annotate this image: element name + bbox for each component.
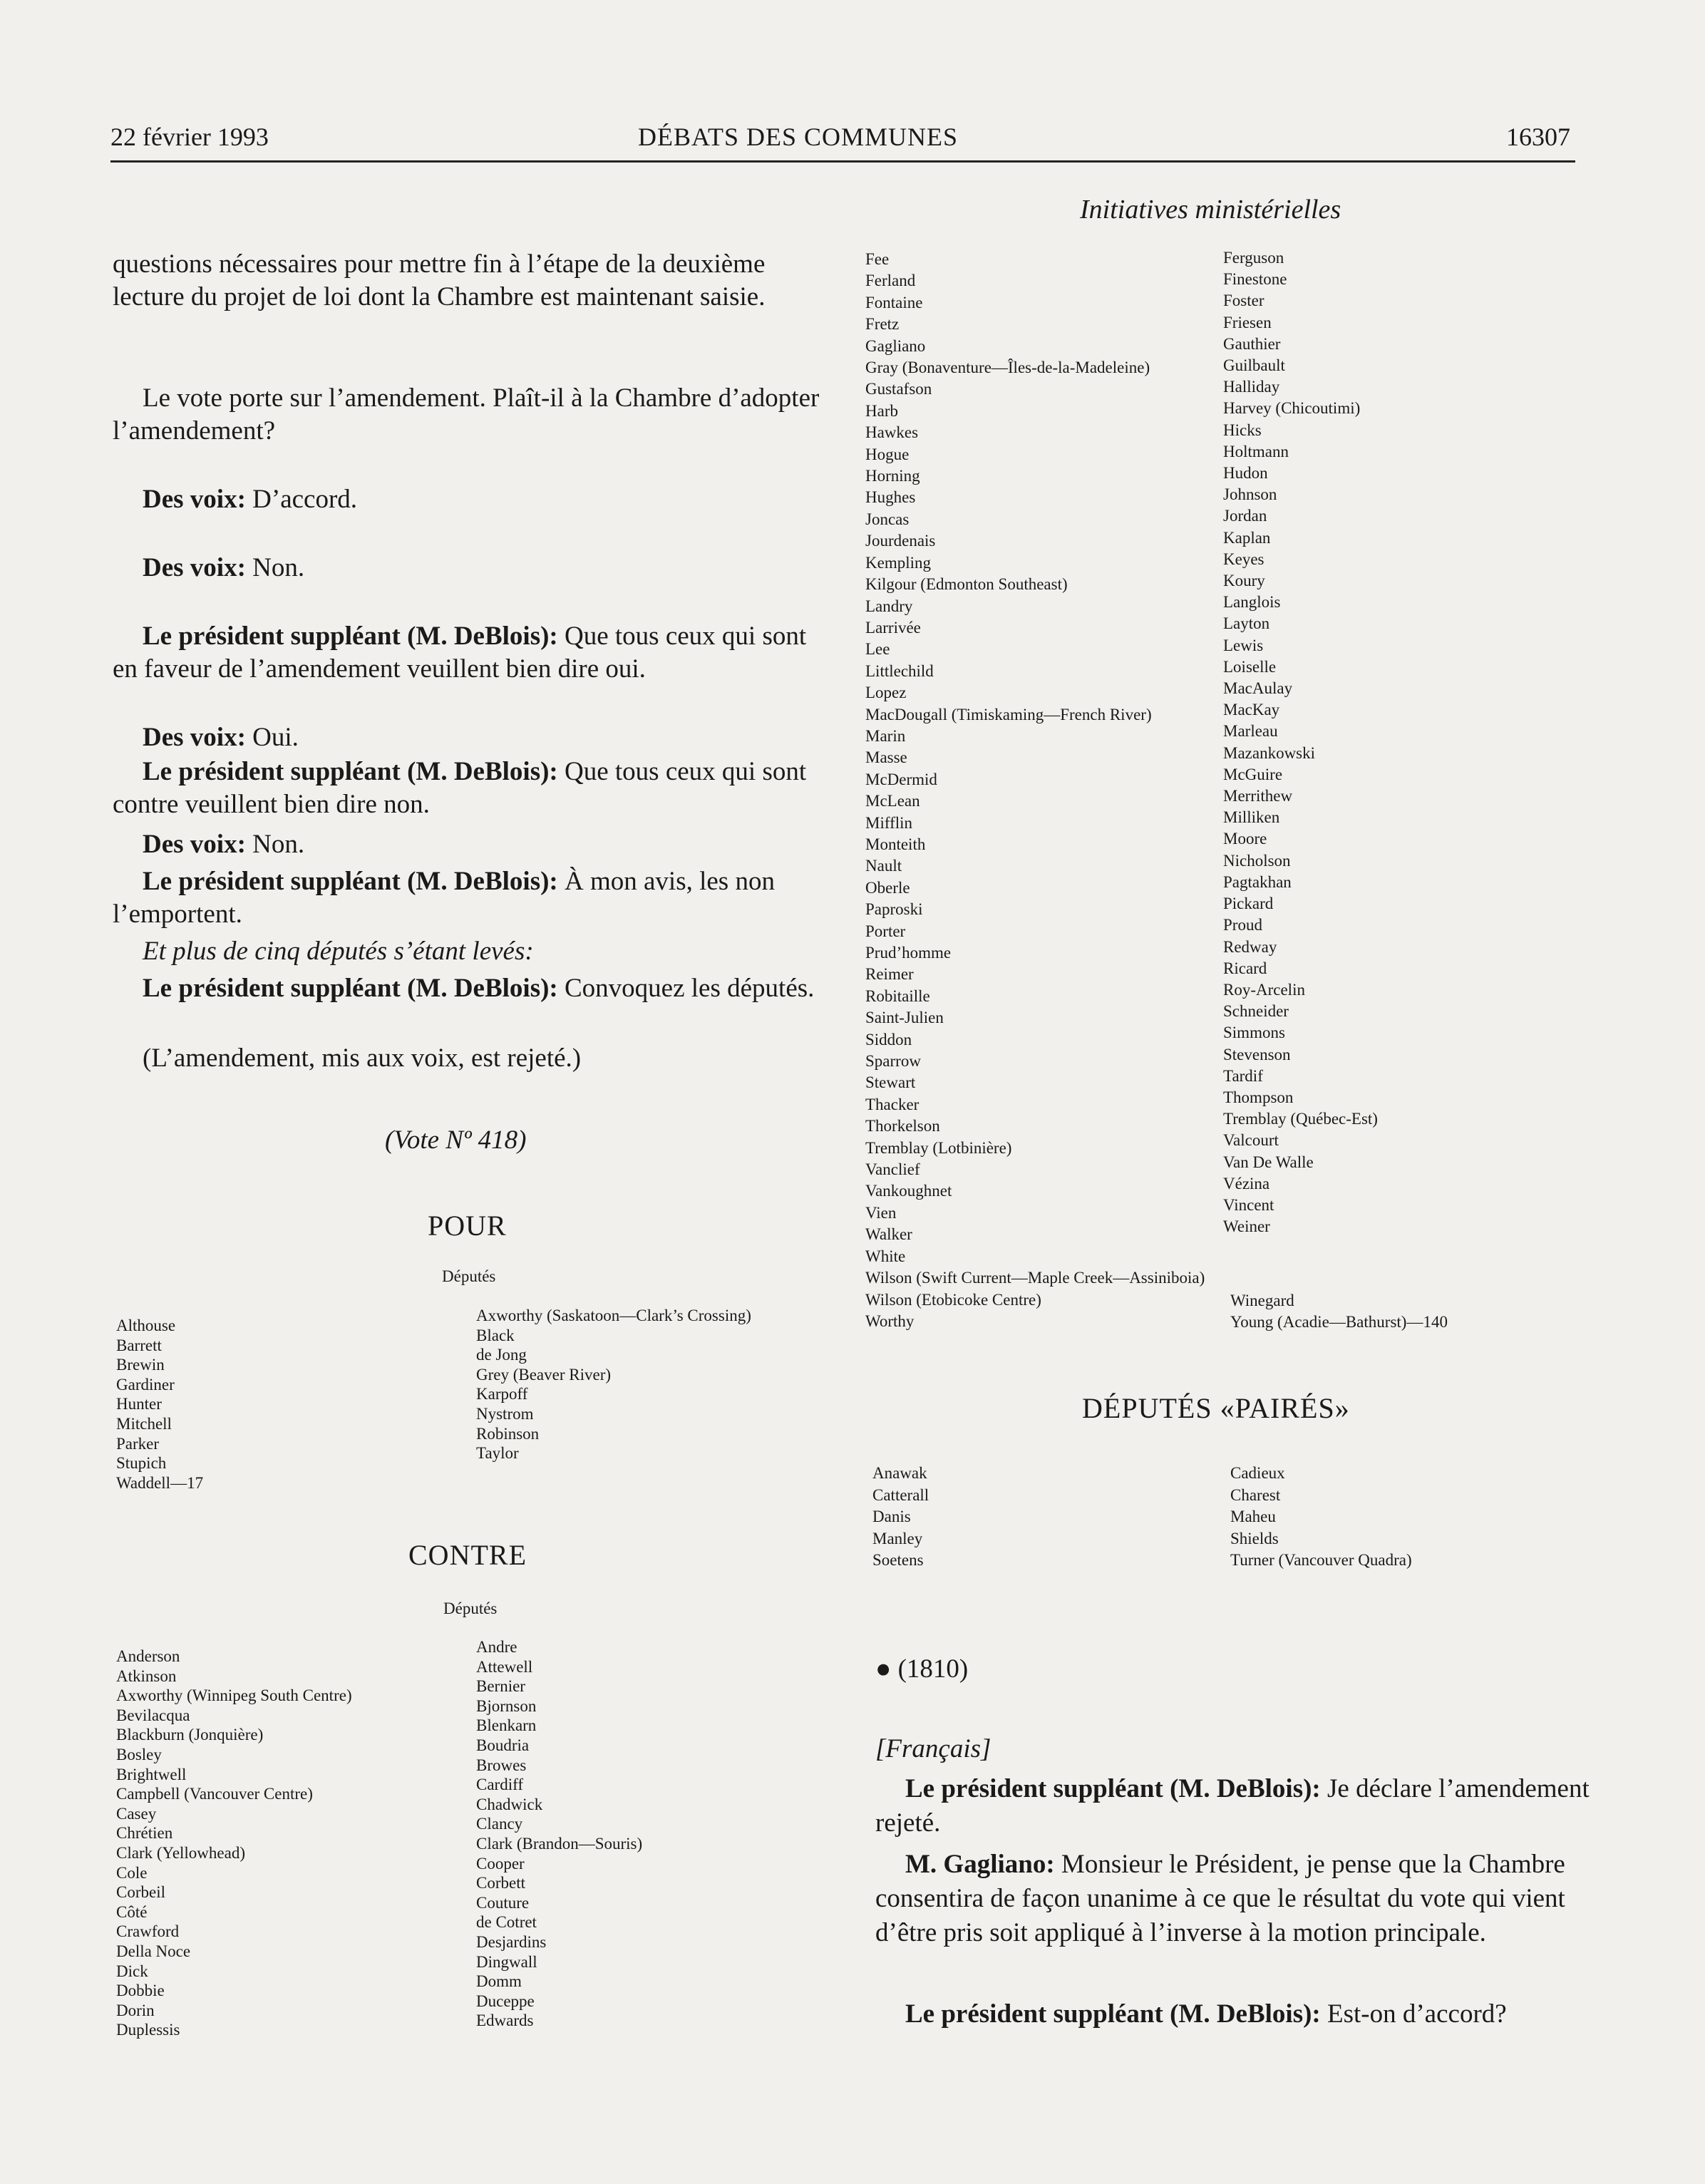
member-name: Hughes bbox=[865, 488, 916, 507]
member-name: Prud’homme bbox=[865, 944, 952, 962]
contre-list-2 bbox=[476, 1637, 642, 2031]
member-name: de Cotret bbox=[476, 1913, 537, 1932]
member-name: Corbeil bbox=[116, 1883, 165, 1902]
member-name: Tremblay (Québec-Est) bbox=[1223, 1110, 1378, 1128]
member-name: Littlechild bbox=[865, 661, 934, 680]
contre-continued-list-2 bbox=[1223, 247, 1378, 1237]
speech: À mon avis, les non l’emportent. bbox=[113, 867, 775, 929]
member-name: Gagliano bbox=[865, 336, 926, 355]
member-name: Casey bbox=[116, 1804, 157, 1823]
member-name: Fretz bbox=[865, 315, 900, 334]
member-name: Kaplan bbox=[1223, 528, 1271, 547]
member-name: MacKay bbox=[1223, 701, 1280, 719]
member-name: Blackburn (Jonquière) bbox=[116, 1726, 264, 1744]
member-name: Ferguson bbox=[1223, 249, 1284, 267]
member-name: Attewell bbox=[476, 1657, 533, 1676]
member-name: Finestone bbox=[1223, 270, 1287, 289]
right-paragraph-3 bbox=[875, 1997, 1597, 2031]
paragraph-3 bbox=[113, 483, 834, 516]
member-name: Catterall bbox=[872, 1485, 929, 1504]
member-name: Johnson bbox=[1223, 485, 1277, 504]
member-name: Clancy bbox=[476, 1815, 523, 1833]
member-name: Redway bbox=[1223, 937, 1277, 956]
member-name: Ricard bbox=[1223, 959, 1267, 977]
member-name: White bbox=[865, 1247, 906, 1265]
member-name: Hudon bbox=[1223, 464, 1268, 483]
paragraph-10: Et plus de cinq députés s’étant levés: bbox=[143, 937, 534, 966]
member-name: Duplessis bbox=[116, 2021, 180, 2039]
member-name: Black bbox=[476, 1326, 515, 1344]
member-name: Clark (Brandon—Souris) bbox=[476, 1834, 643, 1853]
member-name: Tremblay (Lotbinière) bbox=[865, 1138, 1012, 1157]
member-name: Gray (Bonaventure—Îles-de-la-Madeleine) bbox=[865, 359, 1150, 377]
member-name: Lewis bbox=[1223, 636, 1264, 654]
member-name: Paproski bbox=[865, 900, 923, 919]
paragraph-2: Le vote porte sur l’amendement. Plaît-il à la Chambre d’adopter l’amendement? bbox=[113, 383, 820, 445]
member-name: Boudria bbox=[476, 1736, 530, 1754]
member-name: Harvey (Chicoutimi) bbox=[1223, 399, 1361, 418]
paragraph-8 bbox=[113, 828, 834, 861]
member-name: Jordan bbox=[1223, 507, 1267, 525]
member-name: Dick bbox=[116, 1962, 148, 1980]
member-name: Moore bbox=[1223, 830, 1267, 848]
member-name: Gauthier bbox=[1223, 334, 1281, 353]
speech: Que tous ceux qui sont contre veuillent bien dire non. bbox=[113, 757, 807, 819]
header-rule bbox=[110, 160, 1575, 163]
member-name: de Jong bbox=[476, 1346, 527, 1364]
right-paragraph-1 bbox=[875, 1772, 1597, 1840]
member-name: Della Noce bbox=[116, 1942, 191, 1960]
member-name: Halliday bbox=[1223, 378, 1280, 396]
speaker: M. Gagliano: bbox=[905, 1850, 1055, 1879]
member-name: Shields bbox=[1230, 1529, 1279, 1547]
member-name: Hicks bbox=[1223, 421, 1262, 439]
member-name: Loiselle bbox=[1223, 657, 1277, 676]
speaker: Des voix: bbox=[143, 553, 246, 582]
member-name: Fontaine bbox=[865, 293, 923, 311]
member-name: Brightwell bbox=[116, 1765, 187, 1783]
speech: Est-on d’accord? bbox=[1320, 1999, 1507, 2029]
member-name: Cooper bbox=[476, 1854, 525, 1873]
member-name: Nicholson bbox=[1223, 851, 1291, 870]
member-name: Campbell (Vancouver Centre) bbox=[116, 1785, 313, 1803]
paired-list-2 bbox=[1230, 1463, 1412, 1572]
member-name: Horning bbox=[865, 467, 920, 485]
member-name: Proud bbox=[1223, 916, 1262, 934]
member-name: Marleau bbox=[1223, 722, 1278, 741]
member-name: Pickard bbox=[1223, 895, 1274, 913]
member-name: Stupich bbox=[116, 1454, 167, 1473]
member-name: Keyes bbox=[1223, 550, 1264, 568]
paragraph-9 bbox=[113, 865, 834, 931]
page-number: 16307 bbox=[1506, 123, 1570, 151]
paragraph-12: (L’amendement, mis aux voix, est rejeté.) bbox=[143, 1044, 582, 1073]
vote-number: (Vote Nº 418) bbox=[385, 1126, 527, 1155]
member-name: Sparrow bbox=[865, 1052, 921, 1071]
member-name: Siddon bbox=[865, 1030, 912, 1049]
member-name: Gustafson bbox=[865, 380, 932, 398]
member-name: Crawford bbox=[116, 1922, 180, 1941]
member-name: Simmons bbox=[1223, 1024, 1285, 1042]
member-name: Chrétien bbox=[116, 1824, 173, 1843]
member-name: Duceppe bbox=[476, 1992, 535, 2010]
member-name: Vien bbox=[865, 1203, 897, 1222]
member-name: Young (Acadie—Bathurst)—140 bbox=[1230, 1313, 1448, 1331]
member-name: Dorin bbox=[116, 2001, 155, 2019]
speaker: Le président suppléant (M. DeBlois): bbox=[905, 1774, 1321, 1803]
contre-continued-list-2-tail bbox=[1230, 1290, 1448, 1334]
member-name: Couture bbox=[476, 1893, 530, 1912]
member-name: Corbett bbox=[476, 1874, 525, 1892]
speaker: Le président suppléant (M. DeBlois): bbox=[143, 622, 558, 651]
member-name: Cole bbox=[116, 1863, 148, 1882]
member-name: Wilson (Swift Current—Maple Creek—Assiniboia) bbox=[865, 1269, 1205, 1287]
member-name: MacAulay bbox=[1223, 679, 1293, 698]
member-name: Thacker bbox=[865, 1095, 920, 1113]
member-name: Charest bbox=[1230, 1485, 1281, 1504]
member-name: Stevenson bbox=[1223, 1045, 1291, 1063]
member-name: Cadieux bbox=[1230, 1464, 1285, 1482]
member-name: Weiner bbox=[1223, 1217, 1270, 1236]
member-name: Taylor bbox=[476, 1444, 519, 1463]
member-name: Atkinson bbox=[116, 1667, 177, 1685]
member-name: Langlois bbox=[1223, 593, 1281, 612]
contre-heading: CONTRE bbox=[408, 1539, 527, 1571]
member-name: Layton bbox=[1223, 614, 1270, 633]
member-name: Foster bbox=[1223, 292, 1264, 310]
contre-subheading: Députés bbox=[443, 1600, 498, 1617]
member-name: Bevilacqua bbox=[116, 1706, 190, 1724]
member-name: Nystrom bbox=[476, 1404, 534, 1423]
member-name: Clark (Yellowhead) bbox=[116, 1843, 245, 1862]
member-name: Karpoff bbox=[476, 1385, 528, 1403]
member-name: Axworthy (Winnipeg South Centre) bbox=[116, 1686, 352, 1705]
member-name: Hawkes bbox=[865, 423, 919, 442]
member-name: Joncas bbox=[865, 510, 910, 528]
member-name: Robinson bbox=[476, 1424, 540, 1443]
member-name: MacDougall (Timiskaming—French River) bbox=[865, 705, 1152, 723]
member-name: Côté bbox=[116, 1902, 148, 1921]
member-name: Milliken bbox=[1223, 808, 1280, 827]
speech: D’accord. bbox=[245, 485, 358, 514]
member-name: Blenkarn bbox=[476, 1716, 537, 1735]
paragraph-1: questions nécessaires pour mettre fin à l’étape de la deuxième lecture du projet de loi dont la Chambre est maintenant saisie. bbox=[113, 249, 766, 311]
time-marker: ● (1810) bbox=[875, 1654, 969, 1684]
member-name: Thorkelson bbox=[865, 1117, 940, 1135]
member-name: Wilson (Etobicoke Centre) bbox=[865, 1290, 1041, 1309]
member-name: Grey (Beaver River) bbox=[476, 1365, 612, 1384]
member-name: Tardif bbox=[1223, 1066, 1263, 1085]
paragraph-5 bbox=[113, 620, 834, 686]
member-name: Larrivée bbox=[865, 618, 921, 637]
member-name: Nault bbox=[865, 857, 902, 875]
member-name: Merrithew bbox=[1223, 787, 1293, 805]
member-name: Waddell—17 bbox=[116, 1473, 204, 1492]
speech: Non. bbox=[245, 553, 305, 582]
member-name: Koury bbox=[1223, 572, 1265, 590]
pour-heading: POUR bbox=[428, 1210, 507, 1242]
member-name: Anawak bbox=[872, 1464, 927, 1482]
member-name: Bosley bbox=[116, 1745, 162, 1763]
member-name: Hunter bbox=[116, 1395, 162, 1413]
member-name: Cardiff bbox=[476, 1776, 524, 1794]
member-name: Parker bbox=[116, 1434, 160, 1453]
paragraph-6 bbox=[113, 721, 834, 754]
member-name: Edwards bbox=[476, 2012, 534, 2030]
member-name: Mitchell bbox=[116, 1414, 172, 1433]
pour-subheading: Députés bbox=[442, 1267, 496, 1285]
speech: Non. bbox=[245, 830, 305, 859]
member-name: McLean bbox=[865, 792, 920, 810]
member-name: Fee bbox=[865, 250, 890, 268]
contre-continued-list-1 bbox=[865, 249, 1205, 1332]
member-name: Landry bbox=[865, 597, 913, 615]
member-name: McGuire bbox=[1223, 765, 1283, 783]
member-name: Pagtakhan bbox=[1223, 872, 1292, 891]
member-name: Browes bbox=[476, 1756, 527, 1774]
member-name: Thompson bbox=[1223, 1088, 1294, 1106]
speaker: Des voix: bbox=[143, 485, 246, 514]
speech: Je déclare l’amendement rejeté. bbox=[875, 1774, 1590, 1838]
member-name: Lopez bbox=[865, 684, 907, 702]
member-name: McDermid bbox=[865, 770, 937, 788]
member-name: Barrett bbox=[116, 1336, 162, 1354]
member-name: Roy-Arcelin bbox=[1223, 980, 1305, 999]
speaker: Le président suppléant (M. DeBlois): bbox=[905, 1999, 1321, 2029]
member-name: Porter bbox=[865, 922, 906, 940]
pour-list-1 bbox=[116, 1316, 203, 1493]
member-name: Reimer bbox=[865, 965, 914, 984]
paragraph-11 bbox=[113, 972, 834, 1005]
speech: Monsieur le Président, je pense que la Chambre consentira de façon unanime à ce que le résultat du vote qui vient d’être pris soit appliqué à l’inverse à la motion principale. bbox=[875, 1850, 1565, 1947]
member-name: Vincent bbox=[1223, 1195, 1274, 1214]
member-name: Althouse bbox=[116, 1317, 176, 1334]
page-date: 22 février 1993 bbox=[110, 123, 269, 151]
member-name: Monteith bbox=[865, 835, 926, 853]
member-name: Andre bbox=[476, 1638, 517, 1656]
member-name: Harb bbox=[865, 401, 898, 420]
member-name: Friesen bbox=[1223, 313, 1272, 331]
paired-heading: DÉPUTÉS «PAIRÉS» bbox=[1082, 1392, 1350, 1424]
section-title: Initiatives ministérielles bbox=[1080, 195, 1341, 225]
member-name: Danis bbox=[872, 1508, 911, 1525]
member-name: Worthy bbox=[865, 1312, 915, 1330]
member-name: Bernier bbox=[476, 1677, 525, 1696]
paragraph-4 bbox=[113, 552, 834, 584]
member-name: Dingwall bbox=[476, 1952, 537, 1971]
member-name: Mazankowski bbox=[1223, 743, 1316, 762]
member-name: Kempling bbox=[865, 553, 931, 572]
member-name: Gardiner bbox=[116, 1375, 175, 1394]
member-name: Vankoughnet bbox=[865, 1182, 952, 1200]
member-name: Kilgour (Edmonton Southeast) bbox=[865, 575, 1068, 594]
member-name: Soetens bbox=[872, 1551, 924, 1569]
member-name: Guilbault bbox=[1223, 356, 1285, 375]
journal-title: DÉBATS DES COMMUNES bbox=[638, 123, 959, 151]
member-name: Chadwick bbox=[476, 1795, 543, 1813]
member-name: Anderson bbox=[116, 1647, 180, 1665]
member-name: Lee bbox=[865, 640, 890, 659]
member-name: Desjardins bbox=[476, 1932, 547, 1951]
member-name: Manley bbox=[872, 1529, 923, 1547]
language-marker: [Français] bbox=[875, 1734, 991, 1763]
member-name: Saint-Julien bbox=[865, 1009, 944, 1027]
member-name: Oberle bbox=[865, 878, 910, 897]
member-name: Walker bbox=[865, 1225, 912, 1244]
member-name: Maheu bbox=[1230, 1508, 1276, 1525]
member-name: Schneider bbox=[1223, 1002, 1289, 1021]
member-name: Marin bbox=[865, 726, 906, 745]
member-name: Dobbie bbox=[116, 1982, 165, 2000]
member-name: Holtmann bbox=[1223, 442, 1289, 460]
pour-list-2 bbox=[476, 1306, 751, 1463]
member-name: Turner (Vancouver Quadra) bbox=[1230, 1551, 1412, 1569]
member-name: Van De Walle bbox=[1223, 1153, 1314, 1171]
member-name: Stewart bbox=[865, 1073, 916, 1092]
speaker: Des voix: bbox=[143, 830, 246, 859]
contre-list-1 bbox=[116, 1647, 352, 2040]
paired-list-1 bbox=[872, 1463, 929, 1572]
speech: Oui. bbox=[245, 723, 299, 752]
member-name: Ferland bbox=[865, 272, 916, 290]
member-name: Hogue bbox=[865, 445, 910, 463]
speaker: Le président suppléant (M. DeBlois): bbox=[143, 974, 558, 1003]
member-name: Winegard bbox=[1230, 1292, 1294, 1309]
member-name: Mifflin bbox=[865, 813, 913, 832]
speaker: Le président suppléant (M. DeBlois): bbox=[143, 757, 558, 786]
speech: Convoquez les députés. bbox=[557, 974, 815, 1003]
member-name: Axworthy (Saskatoon—Clark’s Crossing) bbox=[476, 1307, 751, 1324]
speaker: Le président suppléant (M. DeBlois): bbox=[143, 867, 558, 896]
member-name: Brewin bbox=[116, 1356, 165, 1374]
paragraph-7 bbox=[113, 756, 834, 821]
member-name: Masse bbox=[865, 748, 907, 767]
member-name: Bjornson bbox=[476, 1696, 537, 1715]
member-name: Valcourt bbox=[1223, 1131, 1279, 1150]
member-name: Robitaille bbox=[865, 987, 930, 1005]
member-name: Vézina bbox=[1223, 1174, 1270, 1193]
member-name: Jourdenais bbox=[865, 532, 936, 550]
speaker: Des voix: bbox=[143, 723, 246, 752]
speech: Que tous ceux qui sont en faveur de l’amendement veuillent bien dire oui. bbox=[113, 622, 807, 684]
right-paragraph-2 bbox=[875, 1848, 1597, 1950]
member-name: Domm bbox=[476, 1972, 522, 1991]
member-name: Vanclief bbox=[865, 1160, 920, 1179]
